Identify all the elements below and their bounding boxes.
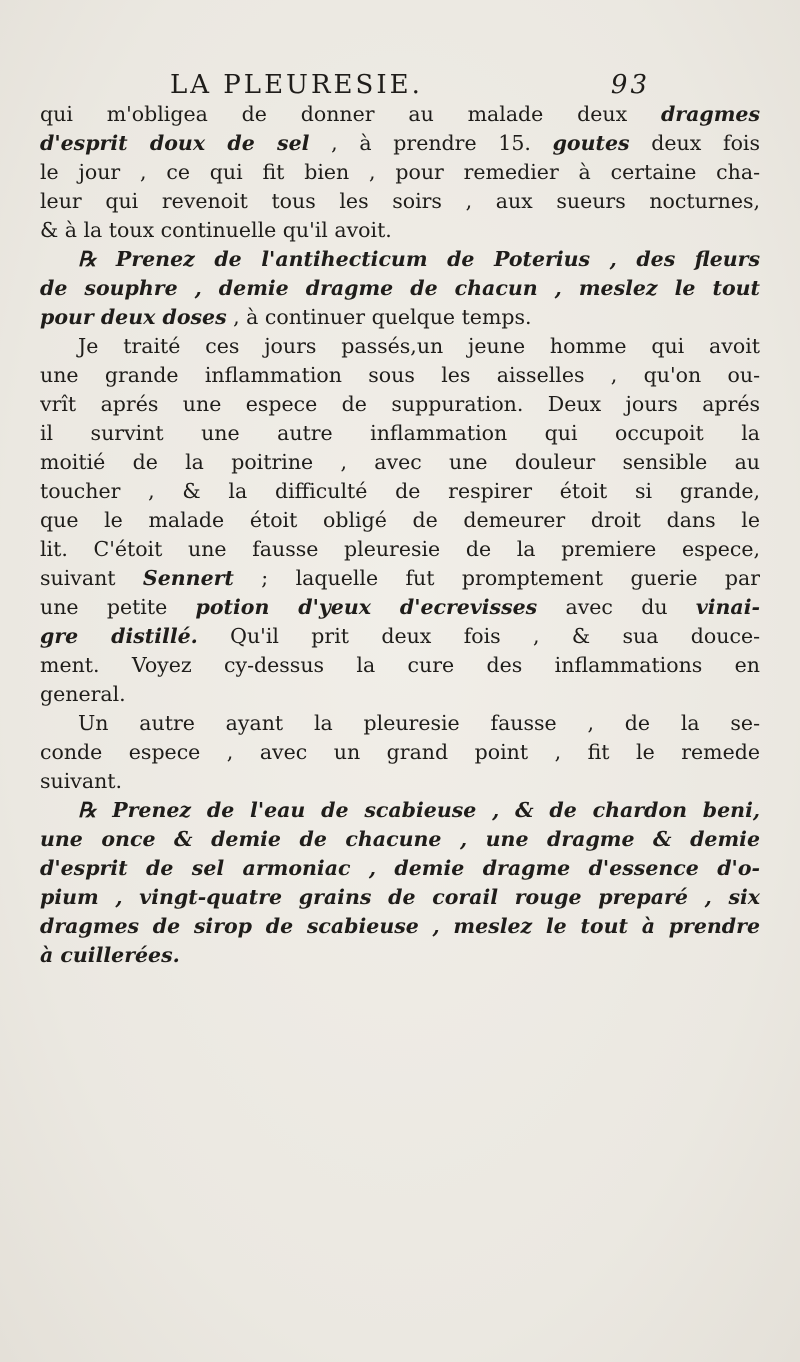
- text-segment: ; laquelle fut promptement guerie par: [233, 566, 760, 590]
- text-segment: Un autre ayant la pleuresie fausse , de la se-: [78, 711, 760, 735]
- text-segment: toucher , & la difficulté de respirer étoit si grande,: [40, 479, 760, 503]
- text-segment: deux fois: [629, 131, 760, 155]
- page-header: [170, 70, 650, 104]
- text-line: [40, 158, 760, 187]
- text-segment: Je traité ces jours passés,un jeune homme qui avoit: [78, 334, 760, 358]
- text-line: [40, 419, 760, 448]
- text-line: [40, 100, 760, 129]
- text-segment: , à prendre 15.: [309, 131, 553, 155]
- text-segment: leur qui revenoit tous les soirs , aux sueurs nocturnes,: [40, 189, 760, 213]
- text-line: [40, 709, 760, 738]
- text-segment: suivant.: [40, 769, 123, 793]
- text-line: [40, 796, 760, 825]
- italic-segment: Sennert: [142, 566, 234, 590]
- text-segment: une petite: [40, 595, 196, 619]
- text-line: [40, 941, 760, 970]
- italic-segment: pour deux doses: [40, 305, 227, 329]
- text-line: [40, 245, 760, 274]
- italic-segment: dragmes de sirop de scabieuse , meslez le tout à prendre: [40, 914, 760, 938]
- text-line: [40, 564, 760, 593]
- italic-segment: potion d'yeux d'ecrevisses: [195, 595, 538, 619]
- text-line: [40, 187, 760, 216]
- text-segment: general.: [40, 682, 126, 706]
- text-segment: ment. Voyez cy-dessus la cure des inflammations en: [40, 653, 760, 677]
- running-title: LA PLEURESIE.: [170, 70, 423, 100]
- text-line: [40, 912, 760, 941]
- text-line: [40, 883, 760, 912]
- text-line: [40, 129, 760, 158]
- page-number: 93: [610, 70, 650, 100]
- italic-segment: une once & demie de chacune , une dragme & demie: [40, 827, 760, 851]
- text-line: [40, 535, 760, 564]
- text-segment: Qu'il prit deux fois , & sua douce-: [197, 624, 760, 648]
- text-line: [40, 622, 760, 651]
- text-segment: une grande inflammation sous les aisselles , qu'on ou-: [40, 363, 760, 387]
- italic-segment: vinai-: [695, 595, 760, 619]
- text-segment: avec du: [537, 595, 696, 619]
- text-line: [40, 303, 760, 332]
- text-line: [40, 274, 760, 303]
- text-line: [40, 854, 760, 883]
- text-segment: le jour , ce qui fit bien , pour remedier à certaine cha-: [40, 160, 760, 184]
- text-line: [40, 390, 760, 419]
- italic-segment: à cuillerées.: [40, 943, 180, 967]
- text-segment: que le malade étoit obligé de demeurer droit dans le: [40, 508, 760, 532]
- text-segment: qui m'obligea de donner au malade deux: [40, 102, 661, 126]
- italic-segment: d'esprit doux de sel: [40, 131, 310, 155]
- text-segment: suivant: [40, 566, 143, 590]
- italic-segment: goutes: [552, 131, 630, 155]
- text-segment: conde espece , avec un grand point , fit le remede: [40, 740, 760, 764]
- text-line: [40, 651, 760, 680]
- text-line: [40, 361, 760, 390]
- text-line: [40, 825, 760, 854]
- italic-segment: gre distillé.: [40, 624, 198, 648]
- text-line: [40, 216, 760, 245]
- text-line: [40, 680, 760, 709]
- italic-segment: dragmes: [660, 102, 760, 126]
- text-line: [40, 767, 760, 796]
- italic-segment: pium , vingt-quatre grains de corail rouge preparé , six: [40, 885, 760, 909]
- text-segment: vrît aprés une espece de suppuration. Deux jours aprés: [40, 392, 760, 416]
- text-segment: moitié de la poitrine , avec une douleur sensible au: [40, 450, 760, 474]
- text-line: [40, 593, 760, 622]
- italic-segment: de souphre , demie dragme de chacun , meslez le tout: [40, 276, 760, 300]
- text-line: [40, 448, 760, 477]
- italic-segment: ℞ Prenez de l'antihecticum de Poterius , des fleurs: [78, 247, 760, 271]
- text-line: [40, 332, 760, 361]
- text-segment: il survint une autre inflammation qui occupoit la: [40, 421, 760, 445]
- body-text: [40, 100, 760, 970]
- text-line: [40, 477, 760, 506]
- italic-segment: d'esprit de sel armoniac , demie dragme d'essence d'o-: [40, 856, 760, 880]
- italic-segment: ℞ Prenez de l'eau de scabieuse , & de chardon beni,: [78, 798, 760, 822]
- text-segment: , à continuer quelque temps.: [226, 305, 532, 329]
- text-line: [40, 738, 760, 767]
- text-segment: lit. C'étoit une fausse pleuresie de la premiere espece,: [40, 537, 760, 561]
- text-line: [40, 506, 760, 535]
- text-segment: & à la toux continuelle qu'il avoit.: [40, 218, 392, 242]
